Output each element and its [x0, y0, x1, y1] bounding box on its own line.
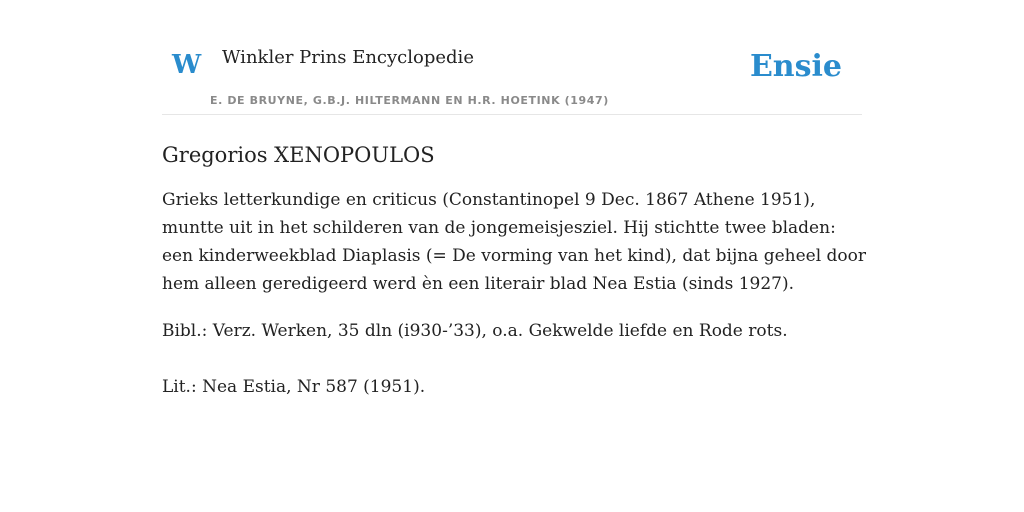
header — [162, 38, 862, 115]
article-literature: Lit.: Nea Estia, Nr 587 (1951). — [162, 377, 426, 397]
publication-title[interactable]: Winkler Prins Encyclopedie — [222, 47, 474, 68]
ensie-logo[interactable]: Ensie — [749, 49, 842, 84]
publication-authors: E. DE BRUYNE, G.B.J. HILTERMANN EN H.R. HOETINK (1947) — [210, 94, 609, 107]
article-bibliography: Bibl.: Verz. Werken, 35 dln (i930-’33), o.a. Gekwelde liefde en Rode rots. — [162, 321, 788, 341]
article-body: Grieks letterkundige en criticus (Constantinopel 9 Dec. 1867 Athene 1951), muntte uit in het schilderen van de jongemeisjesziel. Hij stichtte twee bladen: een kinderweekblad Diaplasis (= De vorming van het kind), dat bijna geheel door hem alleen geredigeerd werd èn een literair blad Nea Estia (sinds 1927). — [162, 190, 867, 294]
article-title: Gregorios XENOPOULOS — [162, 143, 435, 167]
publication-logo-icon[interactable]: W — [172, 50, 202, 80]
article — [162, 140, 872, 401]
